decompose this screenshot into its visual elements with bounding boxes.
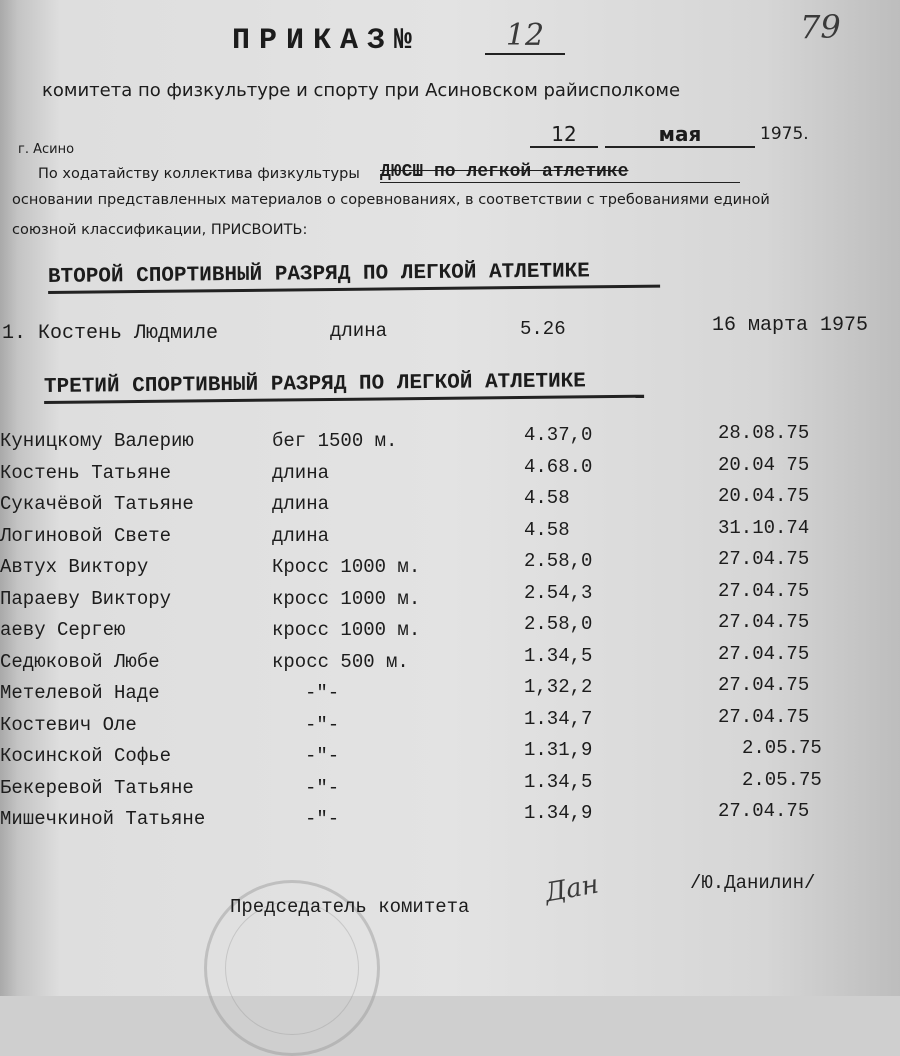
event: -"- — [305, 682, 340, 704]
event: -"- — [305, 745, 340, 767]
result: 1.34,5 — [524, 644, 593, 667]
athlete-name: Логиновой Свете — [0, 524, 172, 547]
date: 27.04.75 — [718, 800, 810, 822]
date: 20.04 75 — [718, 453, 810, 476]
body-line-3: союзной классификации, ПРИСВОИТЬ: — [12, 222, 308, 238]
athlete-name: Сукачёвой Татьяне — [0, 493, 194, 515]
result: 1.34,7 — [524, 707, 593, 730]
result: 4.58 — [524, 518, 570, 541]
event: длина — [272, 461, 330, 484]
event: -"- — [305, 713, 340, 736]
order-title: ПРИКАЗ№ — [232, 24, 422, 58]
athlete-name: Куницкому Валерию — [0, 430, 194, 452]
event: кросс 500 м. — [272, 650, 409, 673]
athlete-name: 1. Костень Людмиле — [2, 322, 219, 345]
athlete-name: Костевич Оле — [0, 713, 137, 736]
date-day: 12 — [530, 122, 598, 148]
athlete-name: Автух Виктору — [0, 556, 149, 578]
date: 27.04.75 — [718, 674, 810, 696]
athlete-name: Костень Татьяне — [0, 461, 172, 484]
result: 4.37,0 — [524, 424, 593, 446]
page-number: 79 — [800, 8, 841, 46]
athlete-name: Параеву Виктору — [0, 587, 172, 610]
signer-name: /Ю.Данилин/ — [690, 872, 816, 894]
date-year: 1975. — [760, 124, 809, 144]
date: 27.04.75 — [718, 548, 810, 570]
athlete-name: Метелевой Наде — [0, 682, 160, 704]
date: 27.04.75 — [718, 642, 810, 665]
result: 1.34,9 — [524, 802, 593, 824]
result: 1.31,9 — [524, 739, 593, 761]
result: 1,32,2 — [524, 676, 593, 698]
athlete-name: Мишечкиной Татьяне — [0, 808, 206, 830]
order-number: 12 — [485, 18, 565, 55]
event: -"- — [305, 776, 340, 799]
date: 2.05.75 — [742, 768, 822, 791]
date: 16 марта 1975 — [712, 314, 869, 337]
event: бег 1500 м. — [272, 430, 398, 452]
result: 4.68.0 — [524, 455, 593, 478]
athlete-name: Косинской Софье — [0, 745, 172, 767]
city: г. Асино — [18, 142, 75, 157]
section-heading-second: ВТОРОЙ СПОРТИВНЫЙ РАЗРЯД ПО ЛЕГКОЙ АТЛЕТИКЕ — [48, 260, 660, 294]
event: Кросс 1000 м. — [272, 556, 421, 578]
event: длина — [272, 524, 330, 547]
body-line-1: По ходатайству коллектива физкультуры — [38, 166, 360, 182]
athlete-name: аеву Сергею — [0, 619, 126, 641]
club-name: ДЮСШ по легкой атлетике — [380, 162, 740, 183]
event: длина — [330, 320, 388, 342]
athlete-name: Седюковой Любе — [0, 650, 160, 673]
date: 31.10.74 — [718, 516, 810, 539]
event: длина — [272, 493, 330, 515]
result: 2.58,0 — [524, 550, 593, 572]
order-subtitle: комитета по физкультуре и спорту при Асиновском райисполкоме — [42, 80, 681, 101]
event: кросс 1000 м. — [272, 619, 421, 641]
date-month: мая — [605, 122, 755, 148]
date: 27.04.75 — [718, 705, 810, 728]
result: 2.58,0 — [524, 613, 593, 635]
date: 20.04.75 — [718, 485, 810, 507]
date: 28.08.75 — [718, 422, 810, 444]
result: 2.54,3 — [524, 581, 593, 604]
date: 27.04.75 — [718, 579, 810, 602]
chair-label: Председатель комитета — [230, 896, 470, 918]
result: 1.34,5 — [524, 770, 593, 793]
event: -"- — [305, 808, 340, 830]
date: 2.05.75 — [742, 737, 822, 759]
body-line-2: основании представленных материалов о соревнованиях, в соответствии с требованиями единой — [12, 192, 770, 208]
date: 27.04.75 — [718, 611, 810, 633]
athlete-name: Бекеревой Татьяне — [0, 776, 194, 799]
event: кросс 1000 м. — [272, 587, 421, 610]
section-heading-third: ТРЕТИЙ СПОРТИВНЫЙ РАЗРЯД ПО ЛЕГКОЙ АТЛЕТИКЕ — [44, 370, 644, 404]
signature: Дан — [542, 869, 601, 909]
result: 4.58 — [524, 487, 570, 509]
result: 5.26 — [520, 318, 566, 340]
